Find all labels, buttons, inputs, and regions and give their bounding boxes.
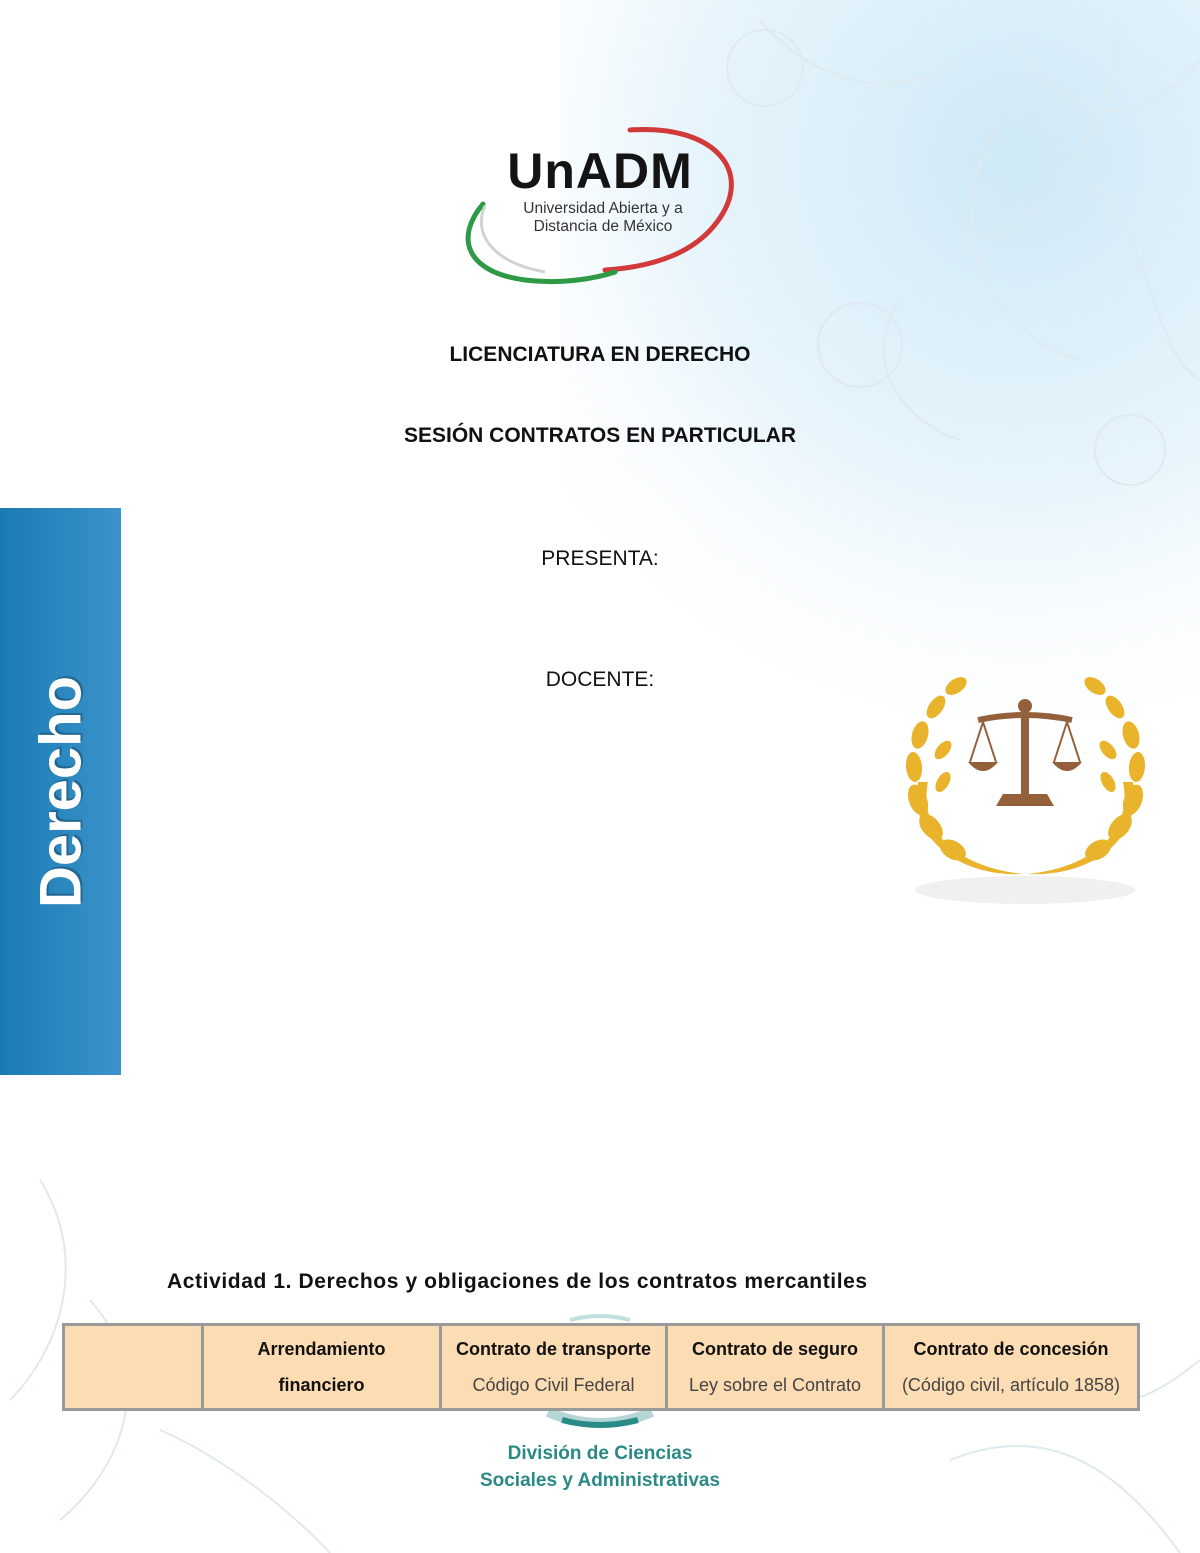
- cell-heading: Arrendamiento: [257, 1339, 386, 1359]
- table-cell-arrendamiento: [203, 1325, 441, 1410]
- unadm-logo: [455, 122, 745, 292]
- degree-title: LICENCIATURA EN DERECHO: [449, 343, 751, 366]
- cell-subtext: Código Civil Federal: [472, 1375, 635, 1395]
- cell-heading: Contrato de transporte: [455, 1339, 651, 1359]
- logo-title: UnADM: [507, 143, 693, 199]
- cell-subheading: financiero: [278, 1375, 365, 1395]
- session-title: SESIÓN CONTRATOS EN PARTICULAR: [403, 424, 797, 447]
- scales-of-justice-icon: [898, 662, 1153, 924]
- presenta-label: PRESENTA:: [541, 547, 659, 570]
- activity-title: Actividad 1. Derechos y obligaciones de los contratos mercantiles: [167, 1270, 868, 1293]
- cell-subtext: Ley sobre el Contrato: [688, 1375, 862, 1395]
- logo-subtitle-line2: Distancia de México: [533, 218, 673, 235]
- table-cell-concesion: [884, 1325, 1139, 1410]
- division-name-line1: División de Ciencias: [507, 1443, 693, 1464]
- activity-table: [62, 1323, 1140, 1411]
- division-name: [450, 1440, 750, 1494]
- division-name-line2: Sociales y Administrativas: [479, 1470, 721, 1491]
- table-cell-seguro: [667, 1325, 884, 1410]
- logo-subtitle-line1: Universidad Abierta y a: [523, 200, 683, 217]
- table-cell-empty: [64, 1325, 203, 1410]
- table-cell-transporte: [441, 1325, 667, 1410]
- cell-heading: Contrato de seguro: [691, 1339, 858, 1359]
- table-row: [64, 1325, 1139, 1410]
- docente-label: DOCENTE:: [545, 668, 655, 691]
- side-banner-text: Derecho: [28, 675, 94, 909]
- logo-subtitle: [493, 200, 713, 236]
- cell-heading: Contrato de concesión: [913, 1339, 1109, 1359]
- cell-subtext: (Código civil, artículo 1858): [901, 1375, 1121, 1395]
